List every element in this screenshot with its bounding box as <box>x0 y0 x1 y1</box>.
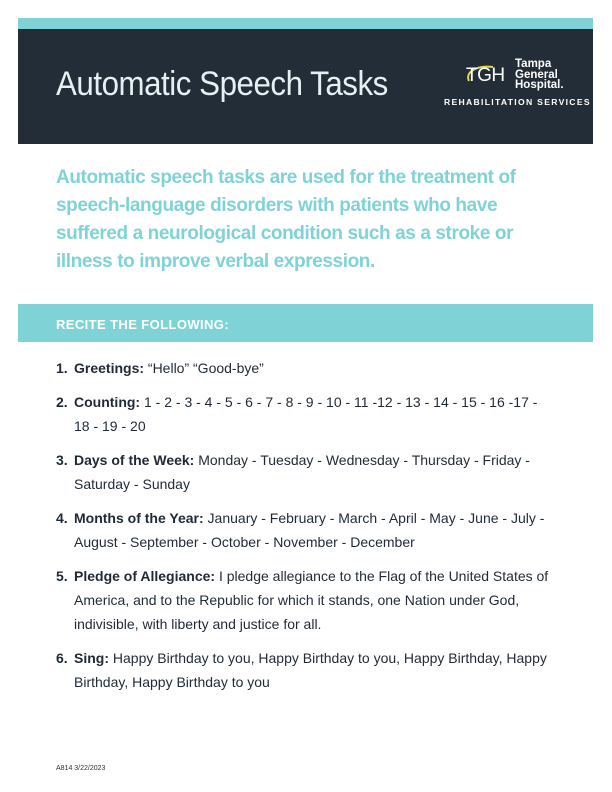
logo-name-line: Tampa <box>515 58 552 70</box>
item-text: “Hello” “Good-bye” <box>144 360 264 376</box>
item-text: Monday - Tuesday - Wednesday - Thursday - Friday - Saturday - Sunday <box>74 452 530 492</box>
list-item <box>56 448 556 496</box>
item-number: 4. <box>56 510 68 526</box>
section-label: RECITE THE FOLLOWING: <box>56 317 230 332</box>
item-number: 6. <box>56 650 68 666</box>
recitation-list <box>56 356 556 704</box>
item-number: 1. <box>56 360 68 376</box>
logo-abbr: TGH <box>466 65 505 86</box>
page-header <box>18 29 593 144</box>
item-text: Happy Birthday to you, Happy Birthday to you, Happy Birthday, Happy Birthday, Happy Birthday to you <box>74 650 547 690</box>
item-heading: Days of the Week: <box>74 452 195 468</box>
item-number: 5. <box>56 568 68 584</box>
footer-code: A814 3/22/2023 <box>56 765 106 772</box>
item-heading: Counting: <box>74 394 141 410</box>
list-item <box>56 646 556 694</box>
item-number: 3. <box>56 452 68 468</box>
logo-name-line: Hospital. <box>515 79 564 91</box>
list-item <box>56 356 556 380</box>
top-accent-strip <box>18 18 593 29</box>
intro-paragraph: Automatic speech tasks are used for the treatment of speech-language disorders with patients who have suffered a neurological condition such as a stroke or illness to improve verbal expression. <box>56 167 516 272</box>
item-text: 1 - 2 - 3 - 4 - 5 - 6 - 7 - 8 - 9 - 10 - 11 -12 - 13 - 14 - 15 - 16 -17 - 18 - 19 - 20 <box>74 394 538 434</box>
section-header <box>18 304 593 342</box>
page-title: Automatic Speech Tasks <box>56 65 388 103</box>
list-item <box>56 564 556 636</box>
list-item <box>56 390 556 438</box>
item-text: January - February - March - April - May - June - July - August - September - October - November - December <box>74 510 545 550</box>
logo-name-line: General <box>515 68 558 81</box>
logo-hospital-name <box>515 59 564 91</box>
item-heading: Months of the Year: <box>74 510 204 526</box>
item-heading: Sing: <box>74 650 109 666</box>
logo-subtitle: REHABILITATION SERVICES <box>444 97 591 107</box>
item-heading: Greetings: <box>74 360 145 376</box>
item-text: I pledge allegiance to the Flag of the United States of America, and to the Republic for which it stands, one Nation under God, indivisible, with liberty and justice for all. <box>74 568 549 632</box>
item-number: 2. <box>56 394 68 410</box>
list-item <box>56 506 556 554</box>
item-heading: Pledge of Allegiance: <box>74 568 216 584</box>
